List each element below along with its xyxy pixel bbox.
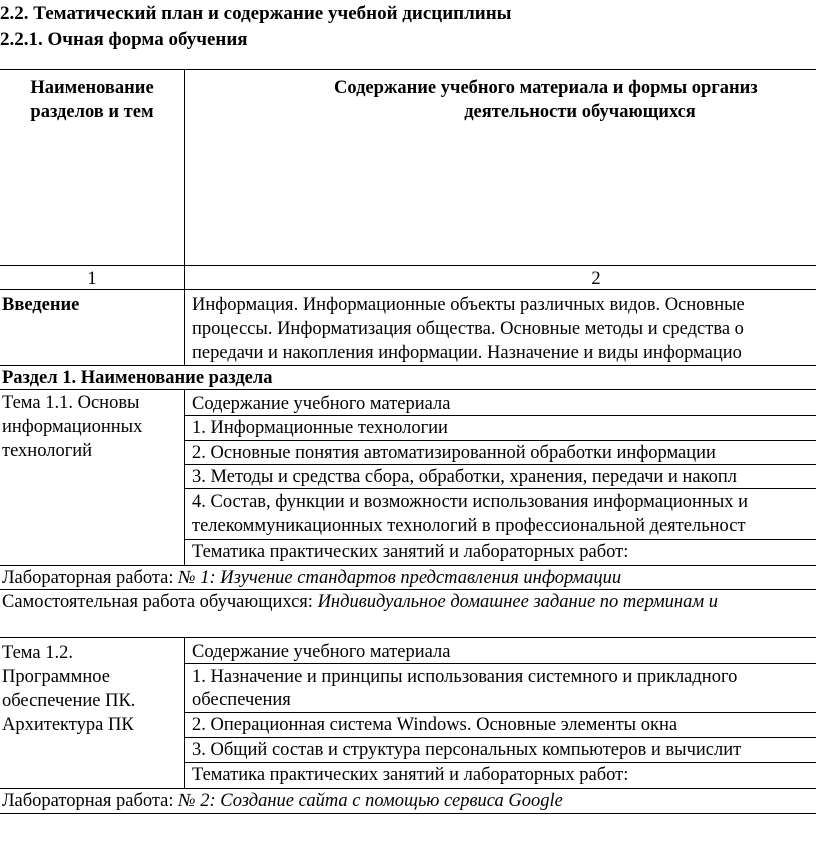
topic1-item1: 1. Информационные технологии xyxy=(192,418,448,438)
lab-label: Лабораторная работа: xyxy=(2,568,179,588)
topic2-content-label: Содержание учебного материала xyxy=(192,642,451,662)
header-col1-line2: разделов и тем xyxy=(30,102,154,122)
intro-line3: передачи и накопления информации. Назначение и виды информацио xyxy=(192,343,742,363)
self-work-label: Самостоятельная работа обучающихся: xyxy=(2,592,318,612)
topic1-name-line3: технологий xyxy=(2,441,93,461)
topic2-name-line4: Архитектура ПК xyxy=(2,715,134,735)
topic2-name-line3: обеспечение ПК. xyxy=(2,691,136,711)
topic1-content-label: Содержание учебного материала xyxy=(192,394,451,414)
topic1-name-line1: Тема 1.1. Основы xyxy=(2,393,140,413)
topic2-name-line2: Программное xyxy=(2,667,110,687)
topic2-name-line1: Тема 1.2. xyxy=(2,643,73,663)
topic2-item2: 2. Операционная система Windows. Основные элементы окна xyxy=(192,715,678,735)
lab-text: № 1: Изучение стандартов представления информации xyxy=(178,568,622,588)
topic1-item4-line2: телекоммуникационных технологий в профессиональной деятельност xyxy=(192,516,746,536)
self-work-text: Индивидуальное домашнее задание по терминам и xyxy=(317,592,718,612)
topic2-item1-line2: обеспечения xyxy=(192,690,291,710)
intro-line2: процессы. Информатизация общества. Основные методы и средства о xyxy=(192,319,744,339)
topic1-item2: 2. Основные понятия автоматизированной обработки информации xyxy=(192,443,716,463)
header-col2-line1: Содержание учебного материала и формы организ xyxy=(334,78,758,98)
intro-title: Введение xyxy=(2,295,80,315)
rule xyxy=(0,69,816,70)
column-number-2: 2 xyxy=(591,269,601,289)
topic2-item1-line1: 1. Назначение и принципы использования системного и прикладного xyxy=(192,667,738,687)
rule xyxy=(0,637,816,638)
topic1-lab-row xyxy=(2,566,621,590)
lab-label: Лабораторная работа: xyxy=(2,791,179,811)
topic1-name-line2: информационных xyxy=(2,417,143,437)
section-title: Раздел 1. Наименование раздела xyxy=(2,368,273,388)
topic2-item3: 3. Общий состав и структура персональных компьютеров и вычислит xyxy=(192,740,742,760)
topic2-practice-label: Тематика практических занятий и лабораторных работ: xyxy=(192,765,629,785)
header-col2-line2: деятельности обучающихся xyxy=(464,102,696,122)
subsection-heading: 2.2.1. Очная форма обучения xyxy=(0,29,248,50)
rule xyxy=(184,637,185,788)
rule xyxy=(0,265,816,266)
topic1-practice-label: Тематика практических занятий и лабораторных работ: xyxy=(192,542,629,562)
topic1-item3: 3. Методы и средства сбора, обработки, хранения, передачи и накопл xyxy=(192,467,738,487)
rule xyxy=(184,389,185,565)
lab-text: № 2: Создание сайта с помощью сервиса Google xyxy=(178,791,563,811)
rule xyxy=(0,813,816,814)
topic1-self-row xyxy=(2,590,718,614)
section-heading: 2.2. Тематический план и содержание учебной дисциплины xyxy=(0,3,512,24)
topic1-item4-line1: 4. Состав, функции и возможности использования информационных и xyxy=(192,492,749,512)
intro-line1: Информация. Информационные объекты различных видов. Основные xyxy=(192,295,745,315)
topic2-lab-row xyxy=(2,789,563,813)
column-number-1: 1 xyxy=(87,269,97,289)
header-col1-line1: Наименование xyxy=(30,78,154,98)
